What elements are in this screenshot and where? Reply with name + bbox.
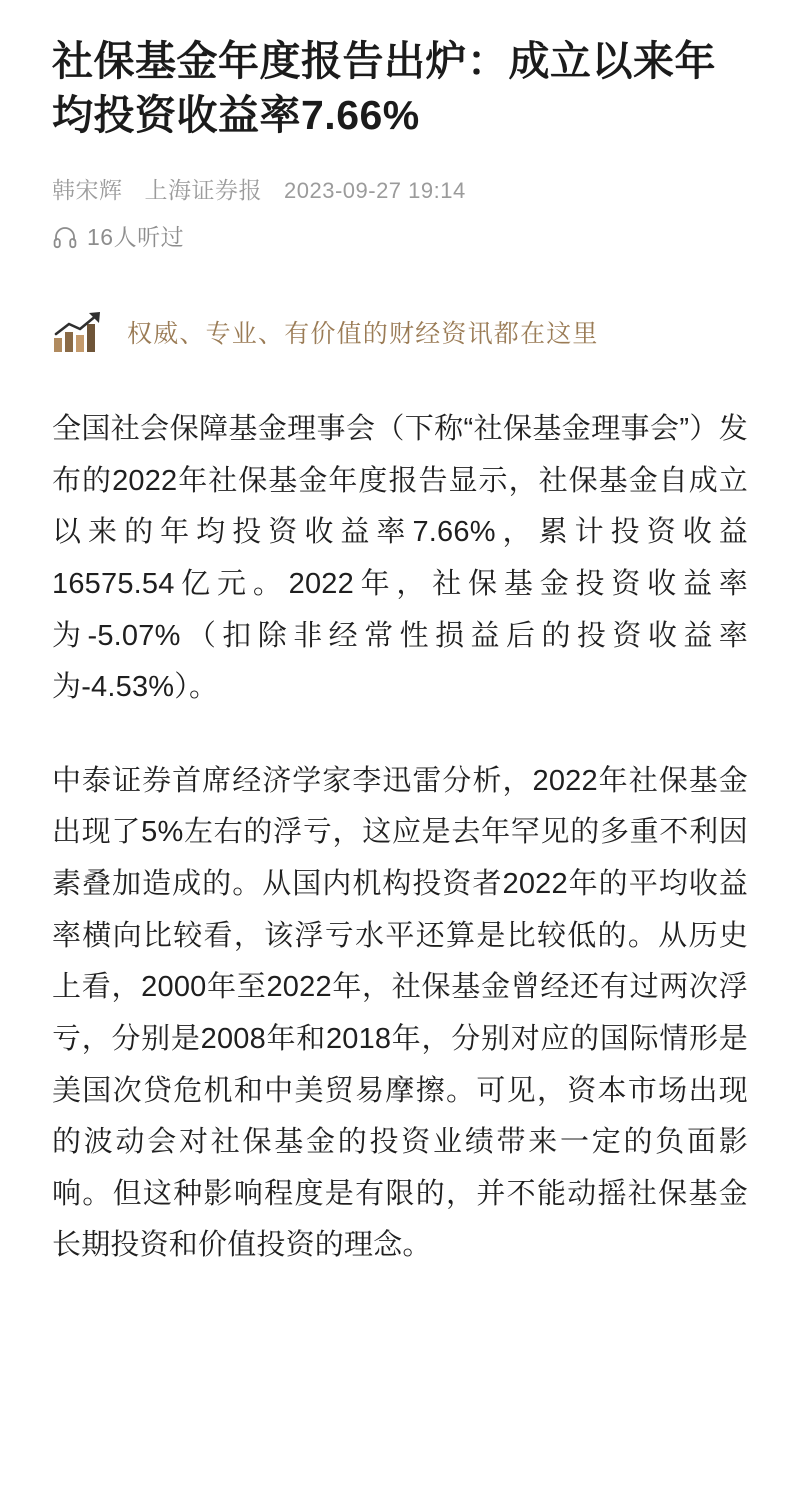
article-paragraph: 全国社会保障基金理事会（下称“社保基金理事会”）发布的2022年社保基金年度报告显示，社保基金自成立以来的年均投资收益率7.66%，累计投资收益16575.54亿元。2022年，社保基金投资收益率为-5.07%（扣除非经常性损益后的投资收益率为-4.53%）。 bbox=[52, 413, 748, 704]
article-paragraph: 中泰证券首席经济学家李迅雷分析，2022年社保基金出现了5%左右的浮亏，这应是去年罕见的多重不利因素叠加造成的。从国内机构投资者2022年的平均收益率横向比较看，该浮亏水平还算是比较低的。从历史上看，2000年至2022年，社保基金曾经还有过两次浮亏，分别是2008年和2018年，分别对应的国际情形是美国次贷危机和中美贸易摩擦。可见，资本市场出现的波动会对社保基金的投资业绩带来一定的负面影响。但这种影响程度是有限的，并不能动摇社保基金长期投资和价值投资的理念。 bbox=[52, 764, 748, 1262]
promo-text: 权威、专业、有价值的财经资讯都在这里 bbox=[127, 320, 599, 349]
listen-count-row[interactable] bbox=[52, 219, 748, 252]
promo-banner bbox=[52, 310, 748, 354]
meta-source[interactable]: 上海证券报 bbox=[144, 177, 262, 204]
page-title: 社保基金年度报告出炉：成立以来年均投资收益率7.66% bbox=[52, 38, 716, 139]
meta-author: 韩宋辉 bbox=[52, 177, 123, 204]
article-body bbox=[52, 404, 748, 1272]
headphone-icon bbox=[52, 224, 78, 250]
listen-count-label: 16人听过 bbox=[87, 224, 185, 251]
article-meta bbox=[52, 172, 748, 205]
chart-growth-icon bbox=[52, 310, 108, 354]
meta-timestamp: 2023-09-27 19:14 bbox=[284, 178, 466, 204]
